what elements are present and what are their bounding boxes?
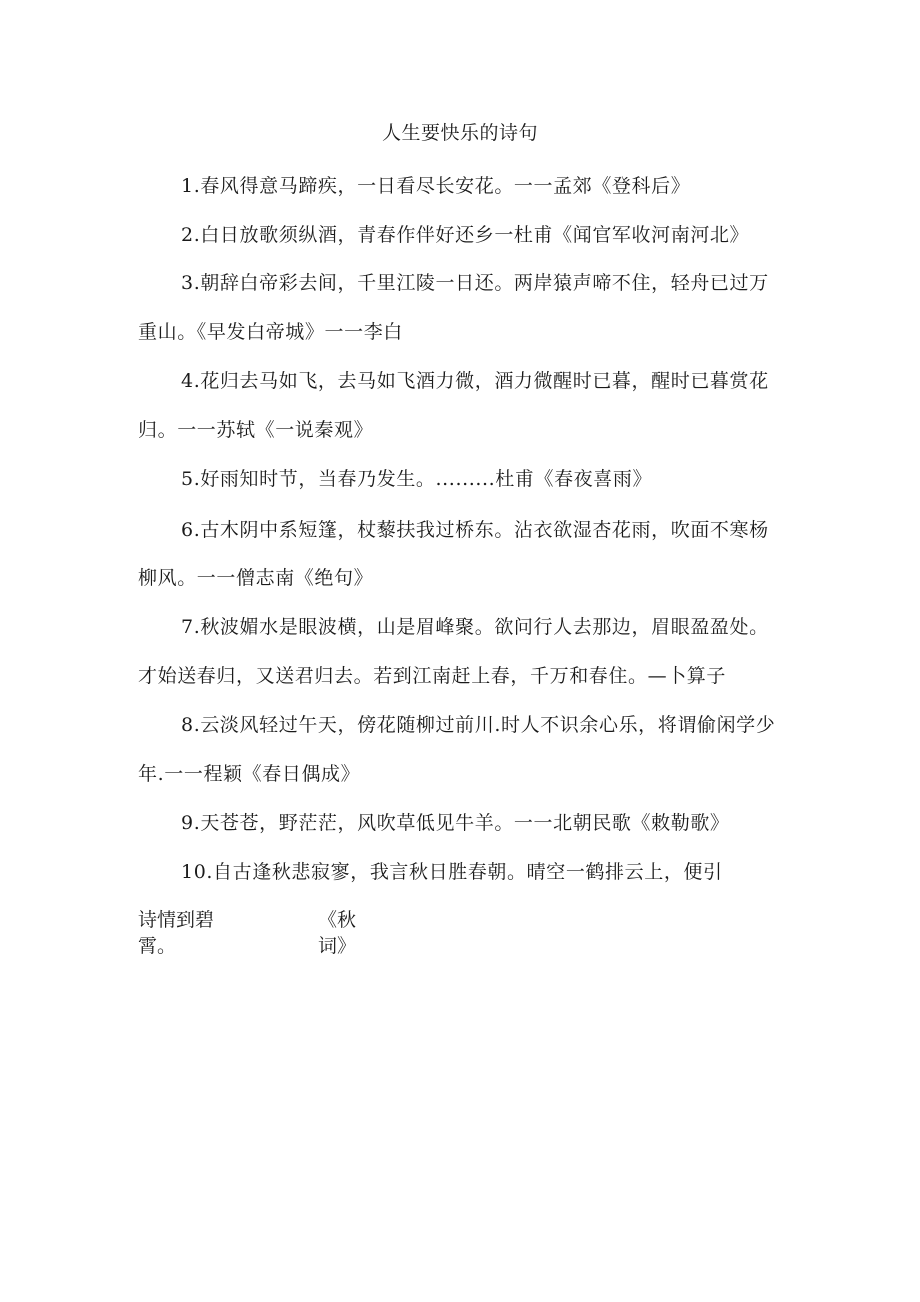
poem-line-7-cont: 才始送春归，又送君归去。若到江南赶上春，千万和春住。—卜算子	[138, 665, 727, 687]
poem-line-10-fragment-3: 《秋	[318, 909, 357, 931]
poem-line-10-fragment-4: 词》	[318, 935, 357, 957]
poem-line-3: 3.朝辞白帝彩去间，千里江陵一日还。两岸猿声啼不住，轻舟已过万	[181, 272, 769, 294]
poem-line-10-fragment-1: 诗情到碧	[138, 909, 215, 931]
poem-line-8-cont: 年.一一程颖《春日偶成》	[138, 763, 361, 785]
poem-line-7: 7.秋波媚水是眼波横，山是眉峰聚。欲问行人去那边，眉眼盈盈处。	[181, 616, 769, 638]
poem-line-6: 6.古木阴中系短篷，杖藜扶我过桥东。沾衣欲湿杏花雨，吹面不寒杨	[181, 519, 769, 541]
poem-line-10: 10.自古逢秋悲寂寥，我言秋日胜春朝。晴空一鹤排云上，便引	[181, 861, 723, 883]
poem-line-8: 8.云淡风轻过午天，傍花随柳过前川.时人不识余心乐，将谓偷闲学少	[181, 714, 776, 736]
poem-line-4-cont: 归。一一苏轼《一说秦观》	[138, 419, 374, 441]
poem-line-6-cont: 柳风。一一僧志南《绝句》	[138, 567, 374, 589]
document-title: 人生要快乐的诗句	[381, 122, 538, 144]
poem-line-1: 1.春风得意马蹄疾，一日看尽长安花。一一孟郊《登科后》	[181, 175, 691, 197]
poem-line-3-cont: 重山。《早发白帝城》一一李白	[138, 321, 403, 343]
poem-line-4: 4.花归去马如飞，去马如飞酒力微，酒力微醒时已暮，醒时已暮赏花	[181, 370, 769, 392]
poem-line-2: 2.白日放歌须纵酒，青春作伴好还乡一杜甫《闻官军收河南河北》	[181, 224, 750, 246]
poem-line-5: 5.好雨知时节，当春乃发生。.........杜甫《春夜喜雨》	[181, 468, 653, 490]
poem-line-9: 9.天苍苍，野茫茫，风吹草低见牛羊。一一北朝民歌《敕勒歌》	[181, 812, 730, 834]
poem-line-10-fragment-2: 霄。	[138, 935, 177, 957]
